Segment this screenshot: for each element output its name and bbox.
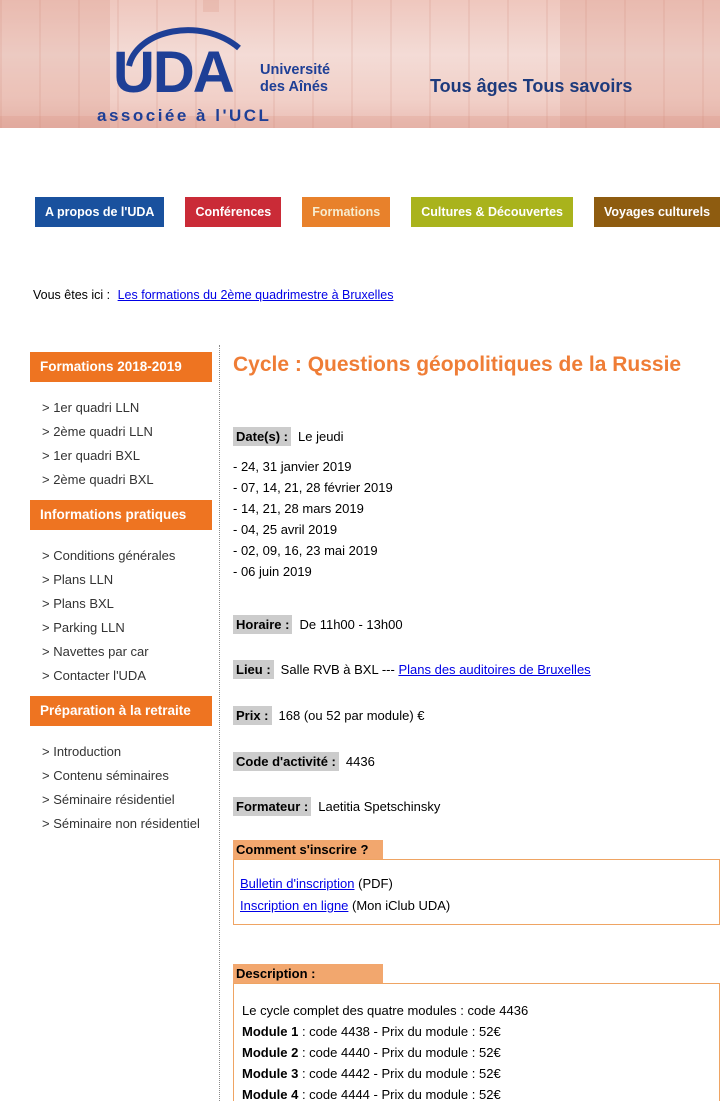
header-banner	[0, 0, 720, 128]
logo-ucl-text: associée à l'UCL	[97, 106, 272, 125]
breadcrumb-link[interactable]: Les formations du 2ème quadrimestre à Bruxelles	[117, 288, 394, 302]
module-line: Module 1 : code 4438 - Prix du module : 52€	[242, 1024, 501, 1039]
sidebar-item-contenu-seminaires[interactable]: > Contenu séminaires	[42, 768, 169, 783]
inscription-line: Inscription en ligne (Mon iClub UDA)	[240, 898, 451, 913]
field-dates: Date(s) : Le jeudi	[233, 429, 720, 445]
sidebar-item-parking-lln[interactable]: > Parking LLN	[42, 620, 125, 635]
sidebar-item-conditions-generales[interactable]: > Conditions générales	[42, 548, 176, 563]
uda-logo[interactable]	[95, 20, 365, 128]
plans-auditoires-link[interactable]: Plans des auditoires de Bruxelles	[398, 662, 591, 677]
header-photo-background	[203, 0, 219, 12]
module-line: Module 4 : code 4444 - Prix du module : 52€	[242, 1087, 501, 1101]
module-line: Module 2 : code 4440 - Prix du module : 52€	[242, 1045, 501, 1060]
sidebar-header-preparation-retraite: Préparation à la retraite	[30, 696, 212, 726]
dates-label: Date(s) :	[233, 427, 291, 446]
page-title: Cycle : Questions géopolitiques de la Russie	[233, 353, 682, 376]
sidebar-item-2eme-quadri-bxl[interactable]: > 2ème quadri BXL	[42, 472, 154, 487]
module-line: Module 3 : code 4442 - Prix du module : 52€	[242, 1066, 501, 1081]
field-lieu: Lieu : Salle RVB à BXL --- Plans des auditoires de Bruxelles	[233, 662, 720, 678]
code-activite-label: Code d'activité :	[233, 752, 339, 771]
inscription-en-ligne-link[interactable]: Inscription en ligne	[240, 898, 349, 913]
logo-text: UDA	[113, 40, 233, 105]
dates-list	[233, 456, 720, 582]
description-section	[233, 964, 720, 983]
sidebar-item-contacter-uda[interactable]: > Contacter l'UDA	[42, 668, 146, 683]
sidebar-item-plans-lln[interactable]: > Plans LLN	[42, 572, 114, 587]
breadcrumb	[33, 288, 393, 302]
inscription-title: Comment s'inscrire ?	[233, 840, 383, 859]
date-line: - 04, 25 avril 2019	[233, 522, 338, 537]
date-line: - 14, 21, 28 mars 2019	[233, 501, 364, 516]
field-horaire: Horaire : De 11h00 - 13h00	[233, 617, 720, 633]
field-code-activite: Code d'activité : 4436	[233, 754, 720, 770]
formateur-label: Formateur :	[233, 797, 311, 816]
bulletin-inscription-link[interactable]: Bulletin d'inscription	[240, 876, 355, 891]
sidebar-list-infos-pratiques	[30, 544, 212, 688]
sidebar-item-seminaire-non-residentiel[interactable]: > Séminaire non résidentiel	[42, 816, 200, 831]
lieu-label: Lieu :	[233, 660, 274, 679]
inscription-section	[233, 840, 720, 859]
sidebar	[30, 352, 212, 844]
sidebar-item-1er-quadri-bxl[interactable]: > 1er quadri BXL	[42, 448, 140, 463]
nav-item-voyages-culturels[interactable]: Voyages culturels	[594, 197, 720, 227]
date-line: - 07, 14, 21, 28 février 2019	[233, 480, 393, 495]
sidebar-item-introduction[interactable]: > Introduction	[42, 744, 122, 759]
nav-item-a-propos[interactable]: A propos de l'UDA	[35, 197, 164, 227]
sidebar-item-1er-quadri-lln[interactable]: > 1er quadri LLN	[42, 400, 140, 415]
sidebar-item-seminaire-residentiel[interactable]: > Séminaire résidentiel	[42, 792, 175, 807]
description-box	[233, 983, 720, 1101]
description-intro: Le cycle complet des quatre modules : code 4436	[242, 1003, 529, 1018]
breadcrumb-prefix: Vous êtes ici :	[33, 288, 111, 302]
header-photo-background	[0, 0, 110, 128]
horaire-label: Horaire :	[233, 615, 292, 634]
inscription-line: Bulletin d'inscription (PDF)	[240, 876, 393, 891]
date-line: - 06 juin 2019	[233, 564, 312, 579]
main-content	[233, 352, 720, 1101]
sidebar-divider	[219, 345, 220, 1101]
date-line: - 02, 09, 16, 23 mai 2019	[233, 543, 378, 558]
sidebar-header-formations: Formations 2018-2019	[30, 352, 212, 382]
description-title: Description :	[233, 964, 383, 983]
prix-label: Prix :	[233, 706, 272, 725]
sidebar-header-infos-pratiques: Informations pratiques	[30, 500, 212, 530]
sidebar-item-plans-bxl[interactable]: > Plans BXL	[42, 596, 114, 611]
main-navigation	[35, 197, 720, 227]
nav-item-conferences[interactable]: Conférences	[185, 197, 281, 227]
header-slogan: Tous âges Tous savoirs	[430, 76, 633, 96]
header-photo-background	[560, 0, 720, 128]
field-formateur: Formateur : Laetitia Spetschinsky	[233, 799, 720, 815]
sidebar-item-navettes-par-car[interactable]: > Navettes par car	[42, 644, 149, 659]
sidebar-list-preparation-retraite	[30, 740, 212, 836]
nav-item-formations[interactable]: Formations	[302, 197, 390, 227]
sidebar-list-formations	[30, 396, 212, 492]
inscription-box	[233, 859, 720, 925]
nav-item-cultures-decouvertes[interactable]: Cultures & Découvertes	[411, 197, 573, 227]
sidebar-item-2eme-quadri-lln[interactable]: > 2ème quadri LLN	[42, 424, 153, 439]
date-line: - 24, 31 janvier 2019	[233, 459, 352, 474]
field-prix: Prix : 168 (ou 52 par module) €	[233, 708, 720, 724]
logo-subtitle: Université des Aînés	[260, 62, 331, 95]
